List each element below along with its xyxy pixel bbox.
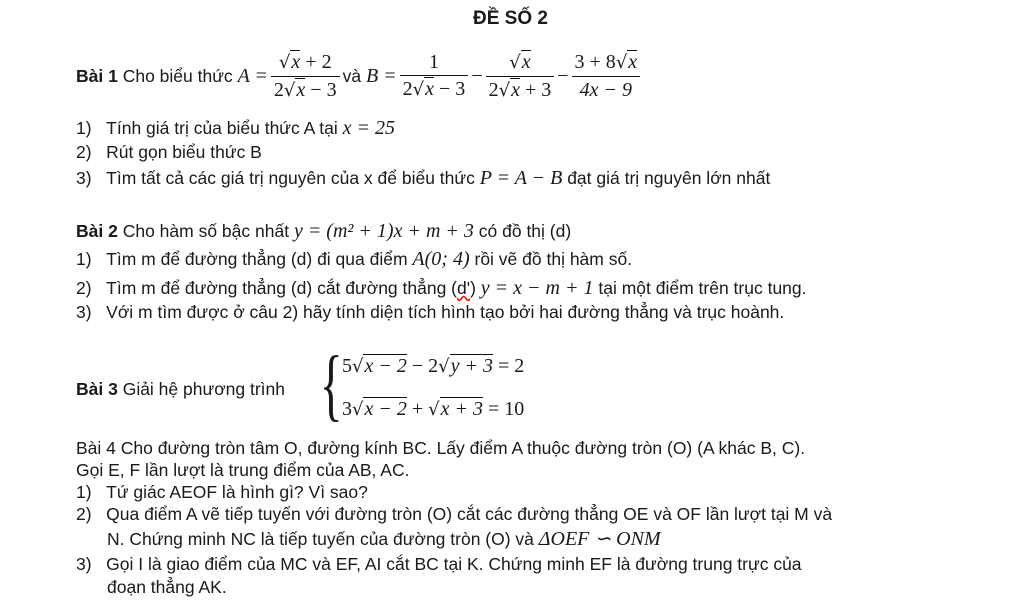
system-equation-2: 3√x − 2 + √x + 3 = 10 [342, 398, 525, 420]
bai3-statement: Bài 3 Giải hệ phương trình [76, 379, 286, 399]
system-equation-1: 5√x − 2 − 2√y + 3 = 2 [342, 355, 525, 377]
system-brace: { [319, 341, 343, 429]
expr-B-lhs: B = [365, 65, 397, 87]
bai4-question-3-line-2: đoạn thẳng AK. [107, 577, 227, 597]
and-word: và [342, 66, 362, 86]
fraction-B1: $\frac{1}{2√x - 3}$ [400, 51, 469, 101]
bai4-line-1: Bài 4 Cho đường tròn tâm O, đường kính BC. Lấy điểm A thuộc đường tròn (O) (A khác B, C). [76, 438, 806, 458]
bai1-question-2: 2) Rút gọn biểu thức B [76, 142, 262, 162]
fraction-A: $\frac{√x + 2}{2√x - 3}$ [271, 51, 340, 102]
minus-sign: − [471, 65, 483, 87]
fraction-B3: $\frac{3 + 8√x}{4x - 9}$ [572, 51, 641, 101]
page-title: ĐỀ SỐ 2 [473, 8, 548, 29]
bai1-question-3: 3) Tìm tất cả các giá trị nguyên của x để biểu thức P = A − B đạt giá trị nguyên lớn nhất [76, 167, 771, 189]
bai1-question-1: 1) Tính giá trị của biểu thức A tại x = 25 [76, 117, 395, 139]
bai4-line-2: Gọi E, F lần lượt là trung điểm của AB, AC. [76, 460, 410, 480]
bai2-question-1: 1) Tìm m để đường thẳng (d) đi qua điểm A(0; 4) rồi vẽ đồ thị hàm số. [76, 248, 633, 270]
bai2-question-3: 3) Với m tìm được ở câu 2) hãy tính diện tích hình tạo bởi hai đường thẳng và trục hoành. [76, 302, 785, 322]
fraction-B2: $\frac{√x}{2√x + 3}$ [486, 51, 555, 102]
bai2-statement: Bài 2 Cho hàm số bậc nhất y = (m² + 1)x + m + 3 có đồ thị (d) [76, 220, 572, 242]
bai1-label: Bài 1 [76, 66, 118, 86]
bai4-question-3-line-1: 3) Gọi I là giao điểm của MC và EF, AI cắt BC tại K. Chứng minh EF là đường trung trực của [76, 554, 802, 574]
bai1-statement [76, 38, 643, 114]
minus-sign: − [557, 65, 569, 87]
bai2-question-2: 2) Tìm m để đường thẳng (d) cắt đường thẳng (d') y = x − m + 1 tại một điểm trên trục tung. [76, 277, 807, 299]
bai4-question-1: 1) Tứ giác AEOF là hình gì? Vì sao? [76, 482, 368, 502]
bai4-question-2-line-2: N. Chứng minh NC là tiếp tuyến của đường tròn (O) và ΔOEF ∽ ONM [107, 528, 661, 550]
bai1-intro: Cho biểu thức [122, 66, 233, 86]
expr-A-lhs: A = [237, 65, 268, 87]
bai4-question-2-line-1: 2) Qua điểm A vẽ tiếp tuyến với đường tròn (O) cắt các đường thẳng OE và OF lần lượt tại M và [76, 504, 833, 524]
